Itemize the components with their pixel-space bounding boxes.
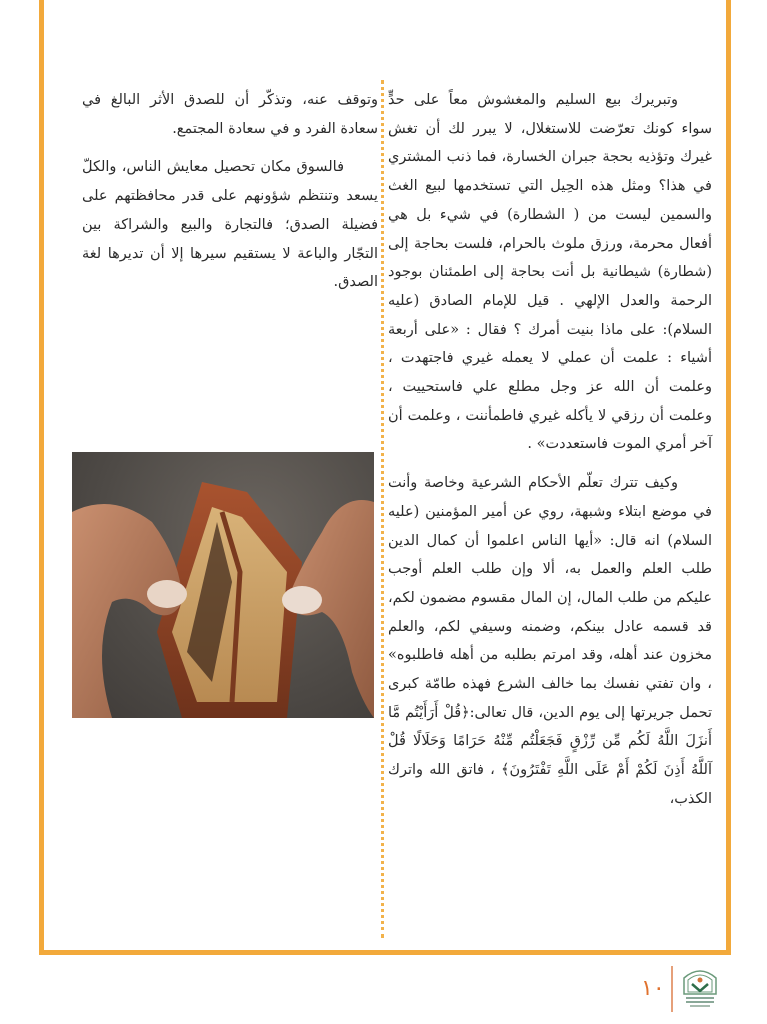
page-number: ١٠	[641, 976, 665, 1001]
paragraph: فالسوق مكان تحصيل معايش الناس، والكلّ يسعد وتنتظم شؤونهم على قدر محافظتهم على فضيلة الصدق؛ فالتجارة والبيع والشراكة بين التجّار والباعة لا يستقيم سيرها إلا أن تديرها لغة الصدق.	[82, 159, 378, 291]
empty-wallet-photo	[72, 452, 374, 718]
footer-separator	[671, 966, 673, 1012]
paragraph: وتوقف عنه، وتذكّر أن للصدق الأثر البالغ في سعادة الفرد و في سعادة المجتمع.	[82, 92, 378, 137]
institution-logo-icon	[680, 964, 720, 1010]
column-divider	[381, 80, 384, 938]
left-text-column	[82, 86, 378, 297]
paragraph: وكيف تترك تعلّم الأحكام الشرعية وخاصة وأنت في موضع ابتلاء وشبهة، روي عن أمير المؤمنين (عليه السلام) انه قال: «أيها الناس اعلموا أن كمال الدين طلب العلم والعمل به، ألا وإن طلب العلم أوجب عليكم من طلب المال، إن المال مقسوم مضمون لكم، قد قسمه عادل بينكم، وضمنه وسيفي لكم، والعلم مخزون عند أهله، وقد امرتم بطلبه من أهله فاطلبوه» ، وان تفتي نفسك بما خالف الشرع فهذه طامّة كبرى تحمل جريرتها إلى يوم الدين، قال تعالى:﴿قُلْ أَرَأَيْتُم مَّا أَنزَلَ اللَّهُ لَكُم مِّن رِّزْقٍ فَجَعَلْتُم مِّنْهُ حَرَامًا وَحَلَالًا قُلْ آللَّهُ أَذِنَ لَكُمْ أَمْ عَلَى اللَّهِ تَفْتَرُونَ﴾ ، فاتق الله واترك الكذب،	[388, 475, 712, 807]
right-text-column	[388, 86, 712, 814]
wallet-illustration	[72, 452, 374, 718]
paragraph: وتبريرك بيع السليم والمغشوش معاً على حدٍّ سواء كونك تعرّضت للاستغلال، لا يبرر لك أن تغش غيرك وتؤذيه بحجة جبران الخسارة، فما ذنب المشتري في هذا؟ ومثل هذه الحِيل التي تستخدمها لبيع الغث والسمين ليست من ( الشطارة) في شيء بل هي أفعال محرمة، ورزق ملوث بالحرام، فلست بحاجة إلى (شطارة) شيطانية بل أنت بحاجة إلى اطمئنان بوجود الرحمة والعدل الإلهي . قيل للإمام الصادق (عليه السلام): على ماذا بنيت أمرك ؟ فقال : «على أربعة أشياء : علمت أن عملي لا يعمله غيري فاجتهدت ، وعلمت أن الله عز وجل مطلع علي فاستحييت ، وعلمت أن رزقي لا يأكله غيري فاطمأننت ، وعلمت أن آخر أمري الموت فاستعددت» .	[388, 92, 712, 453]
